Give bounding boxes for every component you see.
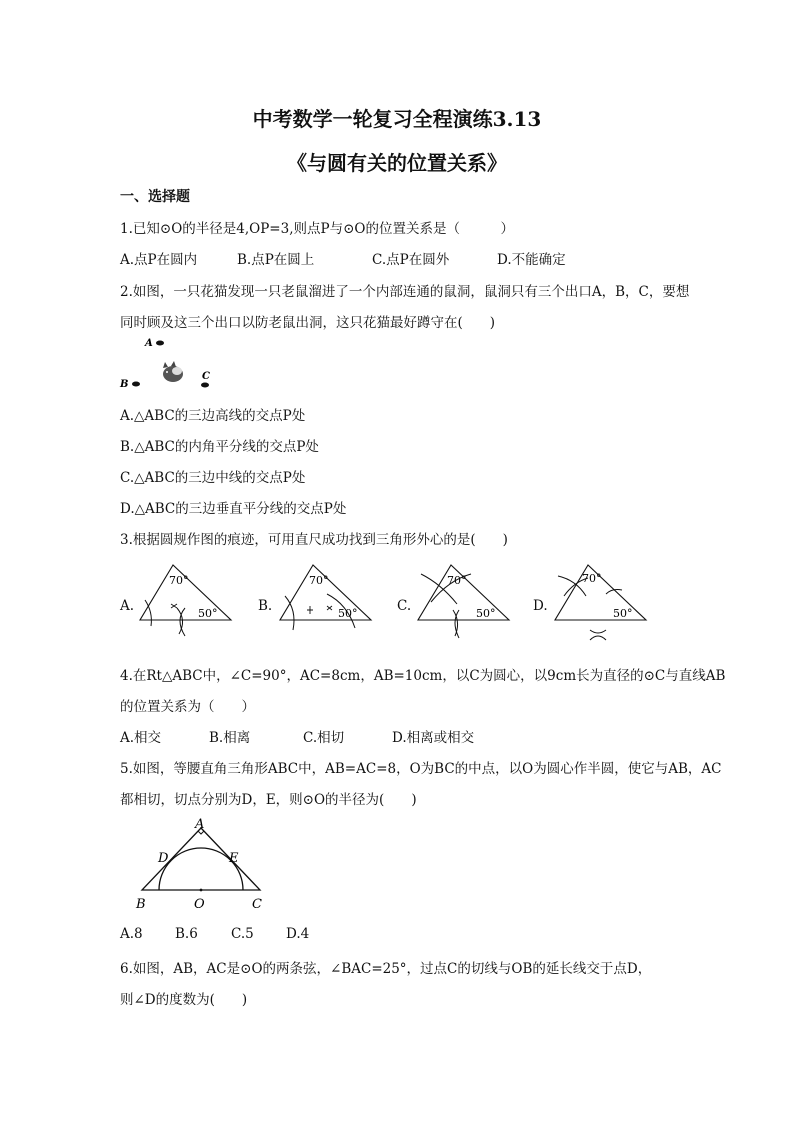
q2-option-a: A.△ABC的三边高线的交点P处 <box>120 408 306 424</box>
q3b-angle-right: 50° <box>338 607 358 620</box>
q3-figure-c <box>413 560 513 642</box>
section-heading: 一、选择题 <box>120 189 190 205</box>
q2-label-b: B <box>120 379 129 390</box>
q2-stem-line2: 同时顾及这三个出口以防老鼠出洞，这只花猫最好蹲守在( ) <box>120 315 496 331</box>
q3a-angle-top: 70° <box>169 574 189 587</box>
q4-option-d: D.相离或相交 <box>392 730 475 746</box>
q5-option-d: D.4 <box>286 926 310 942</box>
hole-c-icon <box>201 383 209 388</box>
q5-option-a: A.8 <box>120 926 143 942</box>
q5-label-c: C <box>252 897 262 912</box>
q2-option-c: C.△ABC的三边中线的交点P处 <box>120 470 306 486</box>
q2-option-b: B.△ABC的内角平分线的交点P处 <box>120 439 319 455</box>
page-title: 中考数学一轮复习全程演练3.13 <box>252 107 542 131</box>
q3-option-a-letter: A. <box>120 598 135 614</box>
page-subtitle: 《与圆有关的位置关系》 <box>287 151 507 175</box>
q3-figure-d <box>550 560 650 642</box>
q3-figure-b <box>275 560 375 642</box>
q3c-angle-top: 70° <box>447 574 467 587</box>
q2-stem-line1: 2.如图，一只花猫发现一只老鼠溜进了一个内部连通的鼠洞，鼠洞只有三个出口A，B，C，要想 <box>120 284 690 300</box>
q3b-angle-top: 70° <box>309 574 329 587</box>
q5-label-b: B <box>136 897 146 912</box>
q5-option-b: B.6 <box>175 926 198 942</box>
q1-option-d: D.不能确定 <box>497 252 566 268</box>
q2-figure <box>115 335 215 395</box>
q5-stem-line2: 都相切，切点分别为D，E，则⊙O的半径为( ) <box>120 792 417 808</box>
q3-stem: 3.根据圆规作图的痕迹，可用直尺成功找到三角形外心的是( ) <box>120 532 508 548</box>
q2-label-c: C <box>202 371 210 382</box>
q5-stem-line1: 5.如图，等腰直角三角形ABC中，AB=AC=8，O为BC的中点，以O为圆心作半圆，使它与AB，AC <box>120 761 722 777</box>
q5-label-e: E <box>229 851 239 866</box>
q3-figure-a <box>135 560 235 642</box>
q6-stem-line2: 则∠D的度数为( ) <box>120 992 248 1008</box>
q2-option-d: D.△ABC的三边垂直平分线的交点P处 <box>120 501 347 517</box>
q1-option-b: B.点P在圆上 <box>237 252 315 268</box>
q4-stem-line1: 4.在Rt△ABC中，∠C=90°，AC=8cm，AB=10cm，以C为圆心，以9cm长为直径的⊙C与直线AB <box>120 668 726 684</box>
q3-option-b-letter: B. <box>258 598 273 614</box>
q6-stem-line1: 6.如图，AB，AC是⊙O的两条弦，∠BAC=25°，过点C的切线与OB的延长线交于点D， <box>120 961 652 977</box>
q5-option-c: C.5 <box>231 926 254 942</box>
q2-label-a: A <box>145 338 153 349</box>
q4-option-b: B.相离 <box>209 730 251 746</box>
q3c-angle-right: 50° <box>476 607 496 620</box>
q4-option-a: A.相交 <box>120 730 162 746</box>
q1-stem: 1.已知⊙O的半径是4,OP=3,则点P与⊙O的位置关系是（ ） <box>120 221 514 237</box>
q5-label-o: O <box>194 897 205 912</box>
q3a-angle-right: 50° <box>198 607 218 620</box>
q3-option-d-letter: D. <box>533 598 548 614</box>
cat-icon <box>163 361 183 382</box>
q5-figure <box>128 814 288 914</box>
q4-option-c: C.相切 <box>303 730 345 746</box>
hole-b-icon <box>132 382 140 387</box>
q5-label-a: A <box>195 817 205 832</box>
q3-option-c-letter: C. <box>397 598 412 614</box>
q5-label-d: D <box>158 851 169 866</box>
q1-option-a: A.点P在圆内 <box>120 252 198 268</box>
q4-stem-line2: 的位置关系为（ ） <box>120 699 255 715</box>
q3d-angle-right: 50° <box>613 607 633 620</box>
hole-a-icon <box>156 341 164 346</box>
q3d-angle-top: 70° <box>582 572 602 585</box>
q1-option-c: C.点P在圆外 <box>372 252 450 268</box>
